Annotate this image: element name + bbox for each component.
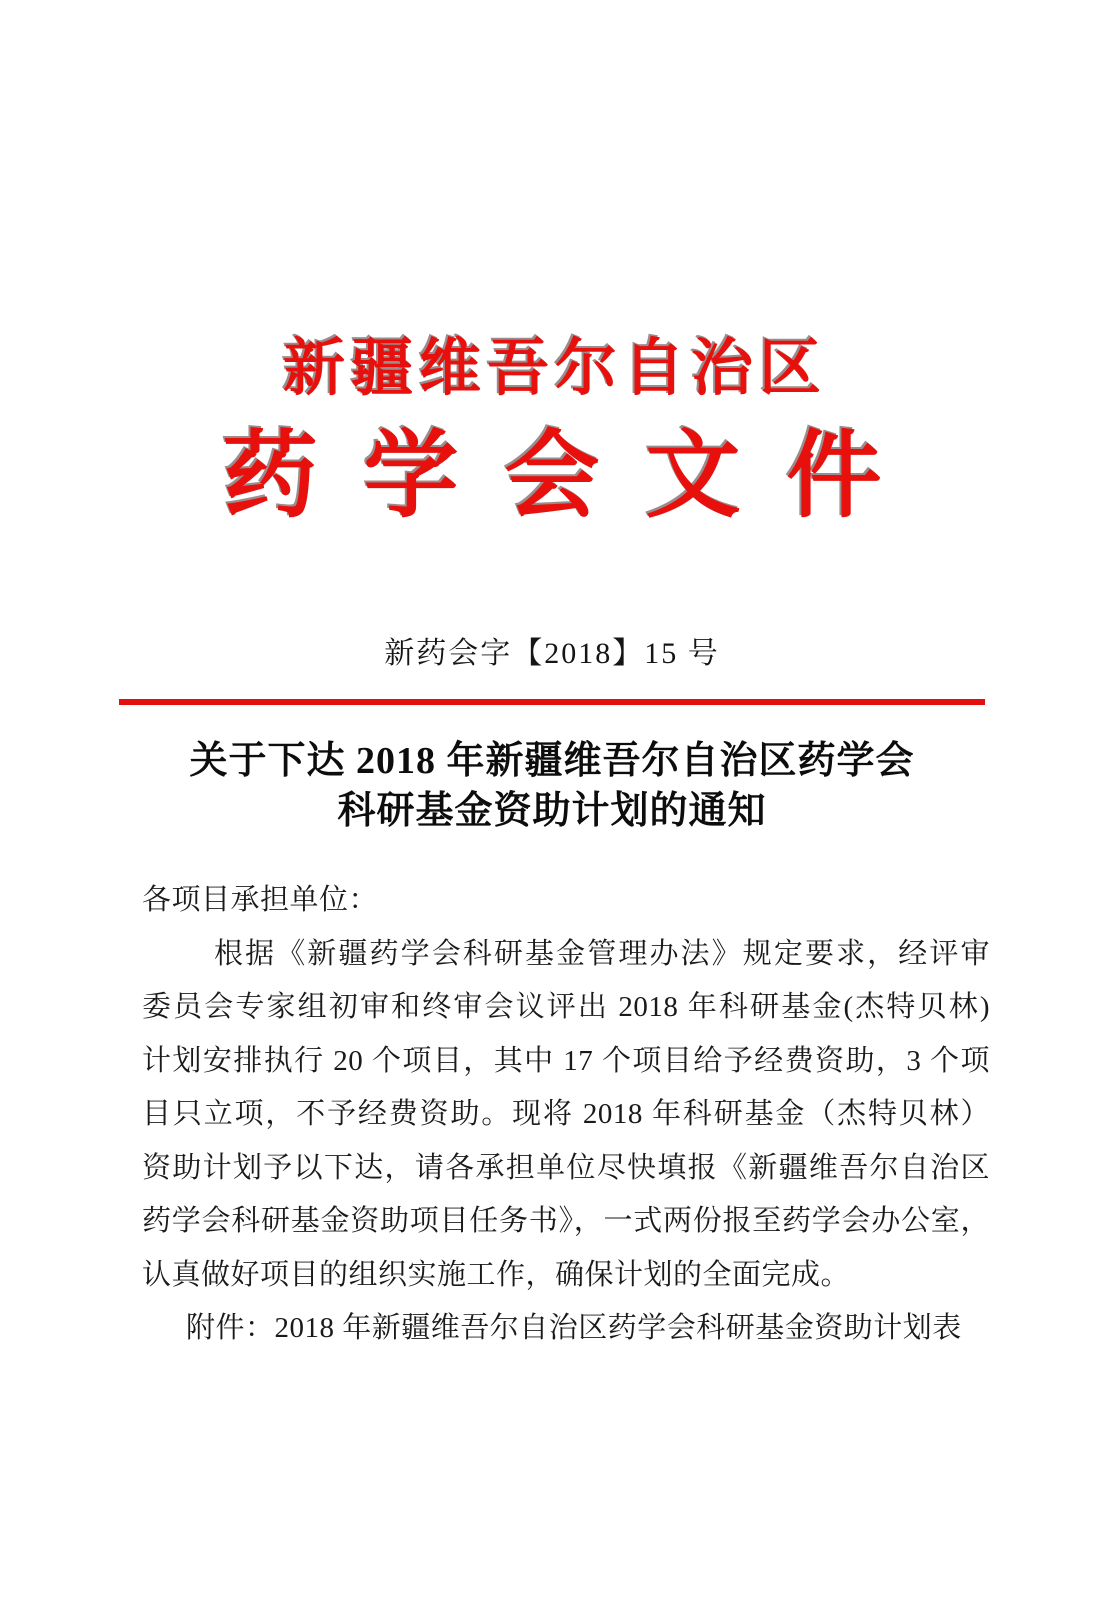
salutation-line: 各项目承担单位： (142, 884, 379, 916)
body-line: 根据《新疆药学会科研基金管理办法》规定要求，经评审 (214, 937, 990, 970)
body-line: 资助计划予以下达，请各承担单位尽快填报《新疆维吾尔自治区 (142, 1151, 990, 1184)
red-divider-rule (119, 699, 985, 705)
document-title-line-1: 关于下达 2018 年新疆维吾尔自治区药学会 (189, 740, 915, 782)
document-title-line-2: 科研基金资助计划的通知 (337, 790, 767, 832)
body-line: 认真做好项目的组织实施工作，确保计划的全面完成。 (142, 1258, 851, 1291)
body-text (142, 874, 990, 1356)
body-line: 计划安排执行 20 个项目，其中 17 个项目给予经费资助，3 个项 (142, 1044, 990, 1077)
document-number: 新药会字【2018】15 号 (384, 637, 720, 670)
attachment-line: 附件：2018 年新疆维吾尔自治区药学会科研基金资助计划表 (186, 1312, 962, 1344)
body-line: 目只立项，不予经费资助。现将 2018 年科研基金（杰特贝林） (142, 1098, 990, 1130)
document-title (0, 736, 1104, 836)
body-line: 委员会专家组初审和终审会议评出 2018 年科研基金(杰特贝林) (142, 991, 990, 1023)
letterhead-org-name: 新疆维吾尔自治区 (282, 335, 827, 403)
body-line: 药学会科研基金资助项目任务书》，一式两份报至药学会办公室， (142, 1205, 990, 1237)
letterhead-doc-type: 药学会文件 (222, 423, 928, 529)
